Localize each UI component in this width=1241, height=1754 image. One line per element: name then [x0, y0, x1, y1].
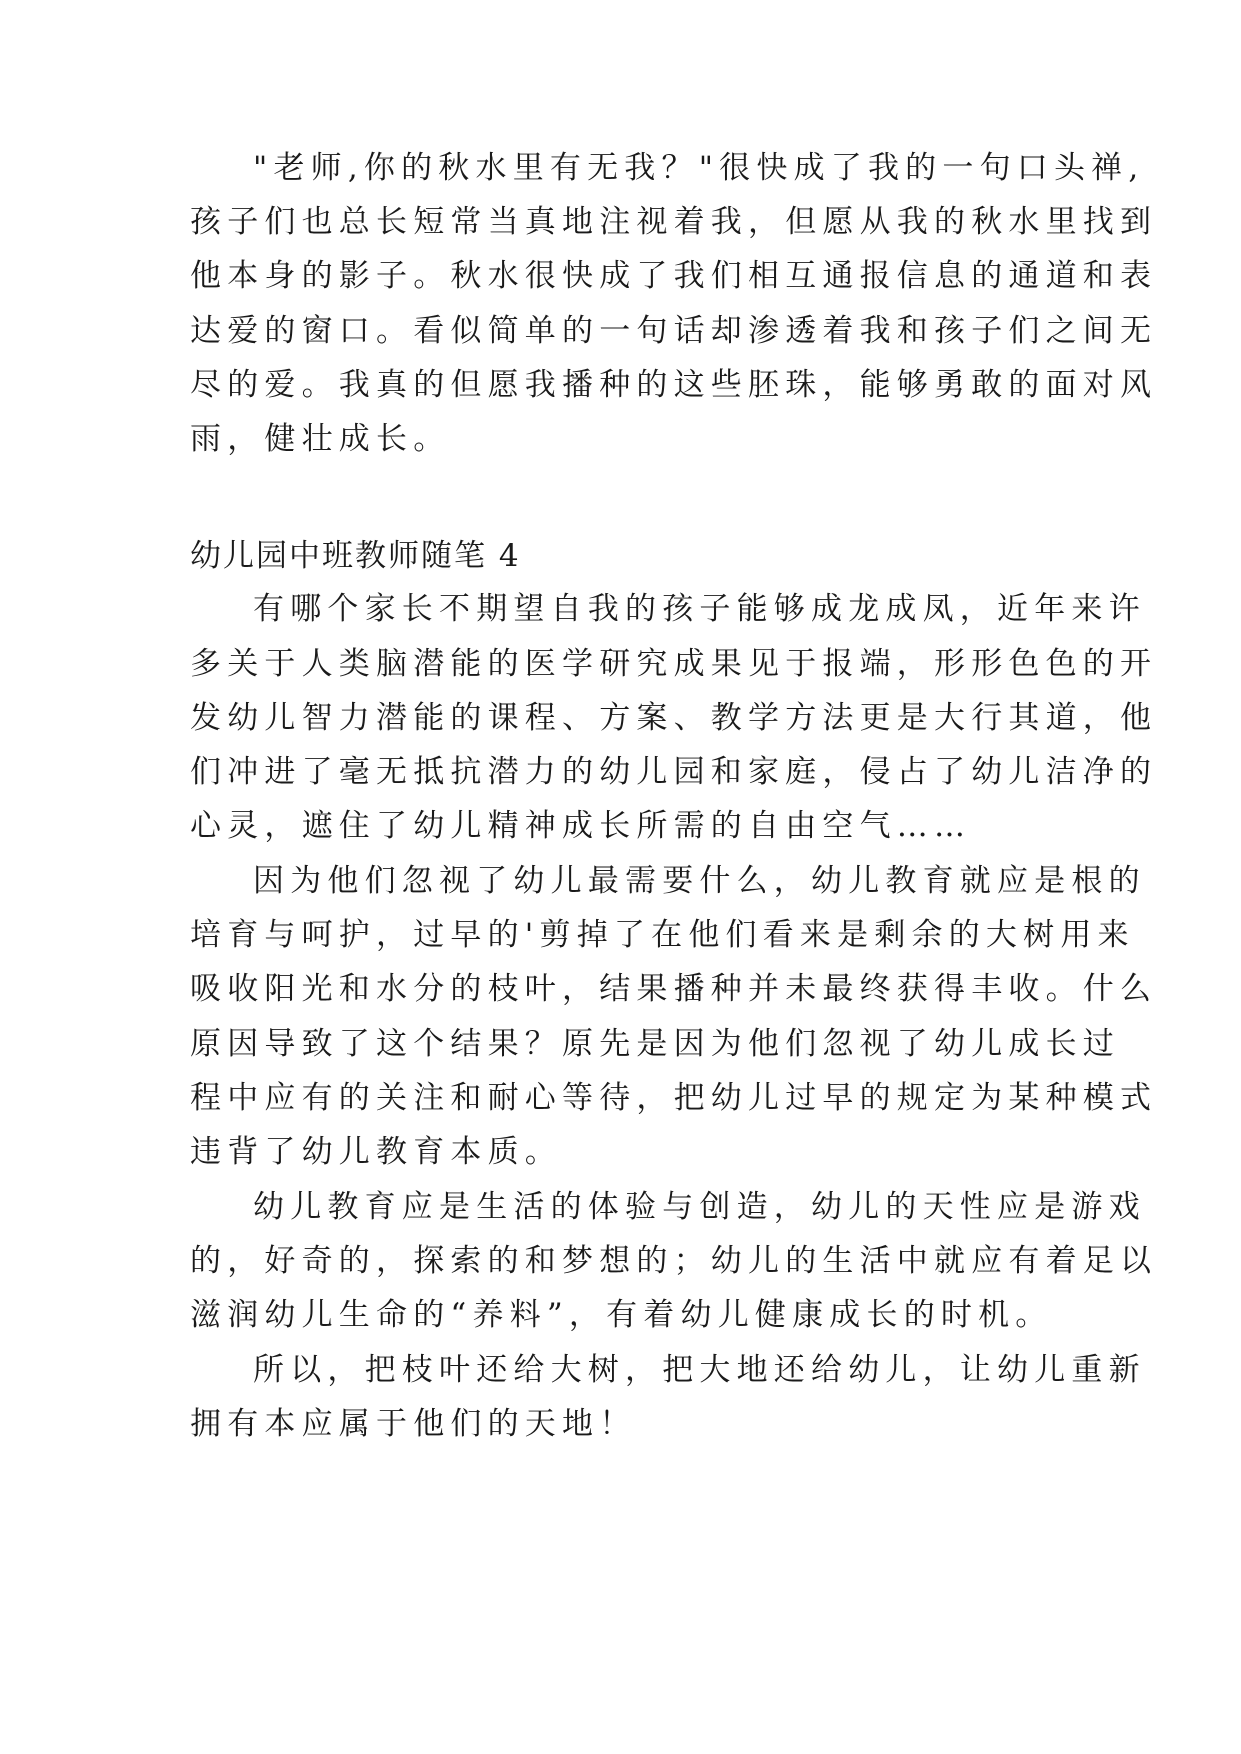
paragraph-1-line-6: 雨，健壮成长。: [190, 421, 451, 457]
section-title: 幼儿园中班教师随笔 4: [190, 538, 521, 574]
paragraph-1-line-3: 他本身的影子。秋水很快成了我们相互通报信息的通道和表: [190, 258, 1158, 294]
paragraph-2-line-3: 发幼儿智力潜能的课程、方案、教学方法更是大行其道，他: [190, 700, 1158, 736]
paragraph-1-line-1: "老师,你的秋水里有无我？"很快成了我的一句口头禅,: [253, 150, 1145, 186]
paragraph-3-line-6: 违背了幼儿教育本质。: [190, 1134, 562, 1170]
paragraph-2-line-2: 多关于人类脑潜能的医学研究成果见于报端，形形色色的开: [190, 646, 1158, 682]
paragraph-4-line-1: 幼儿教育应是生活的体验与创造，幼儿的天性应是游戏: [253, 1189, 1146, 1225]
paragraph-4-line-2: 的，好奇的，探索的和梦想的；幼儿的生活中就应有着足以: [190, 1243, 1158, 1279]
paragraph-2-line-1: 有哪个家长不期望自我的孩子能够成龙成凤，近年来许: [253, 591, 1146, 627]
paragraph-3-line-4: 原因导致了这个结果？原先是因为他们忽视了幼儿成长过: [190, 1026, 1120, 1062]
paragraph-1-line-4: 达爱的窗口。看似简单的一句话却渗透着我和孩子们之间无: [190, 313, 1158, 349]
paragraph-3-line-2: 培育与呵护，过早的'剪掉了在他们看来是剩余的大树用来: [190, 917, 1135, 953]
paragraph-4-line-3: 滋润幼儿生命的“养料”，有着幼儿健康成长的时机。: [190, 1297, 1053, 1333]
paragraph-1-line-2: 孩子们也总长短常当真地注视着我，但愿从我的秋水里找到: [190, 204, 1158, 240]
paragraph-5-line-1: 所以，把枝叶还给大树，把大地还给幼儿，让幼儿重新: [253, 1352, 1146, 1388]
paragraph-3-line-1: 因为他们忽视了幼儿最需要什么，幼儿教育就应是根的: [253, 863, 1146, 899]
paragraph-2-line-5: 心灵，遮住了幼儿精神成长所需的自由空气……: [190, 808, 972, 844]
paragraph-2-line-4: 们冲进了毫无抵抗潜力的幼儿园和家庭，侵占了幼儿洁净的: [190, 754, 1158, 790]
paragraph-5-line-2: 拥有本应属于他们的天地！: [190, 1406, 637, 1442]
paragraph-3-line-3: 吸收阳光和水分的枝叶，结果播种并未最终获得丰收。什么: [190, 971, 1158, 1007]
paragraph-3-line-5: 程中应有的关注和耐心等待，把幼儿过早的规定为某种模式: [190, 1080, 1158, 1116]
paragraph-1-line-5: 尽的爱。我真的但愿我播种的这些胚珠，能够勇敢的面对风: [190, 367, 1158, 403]
